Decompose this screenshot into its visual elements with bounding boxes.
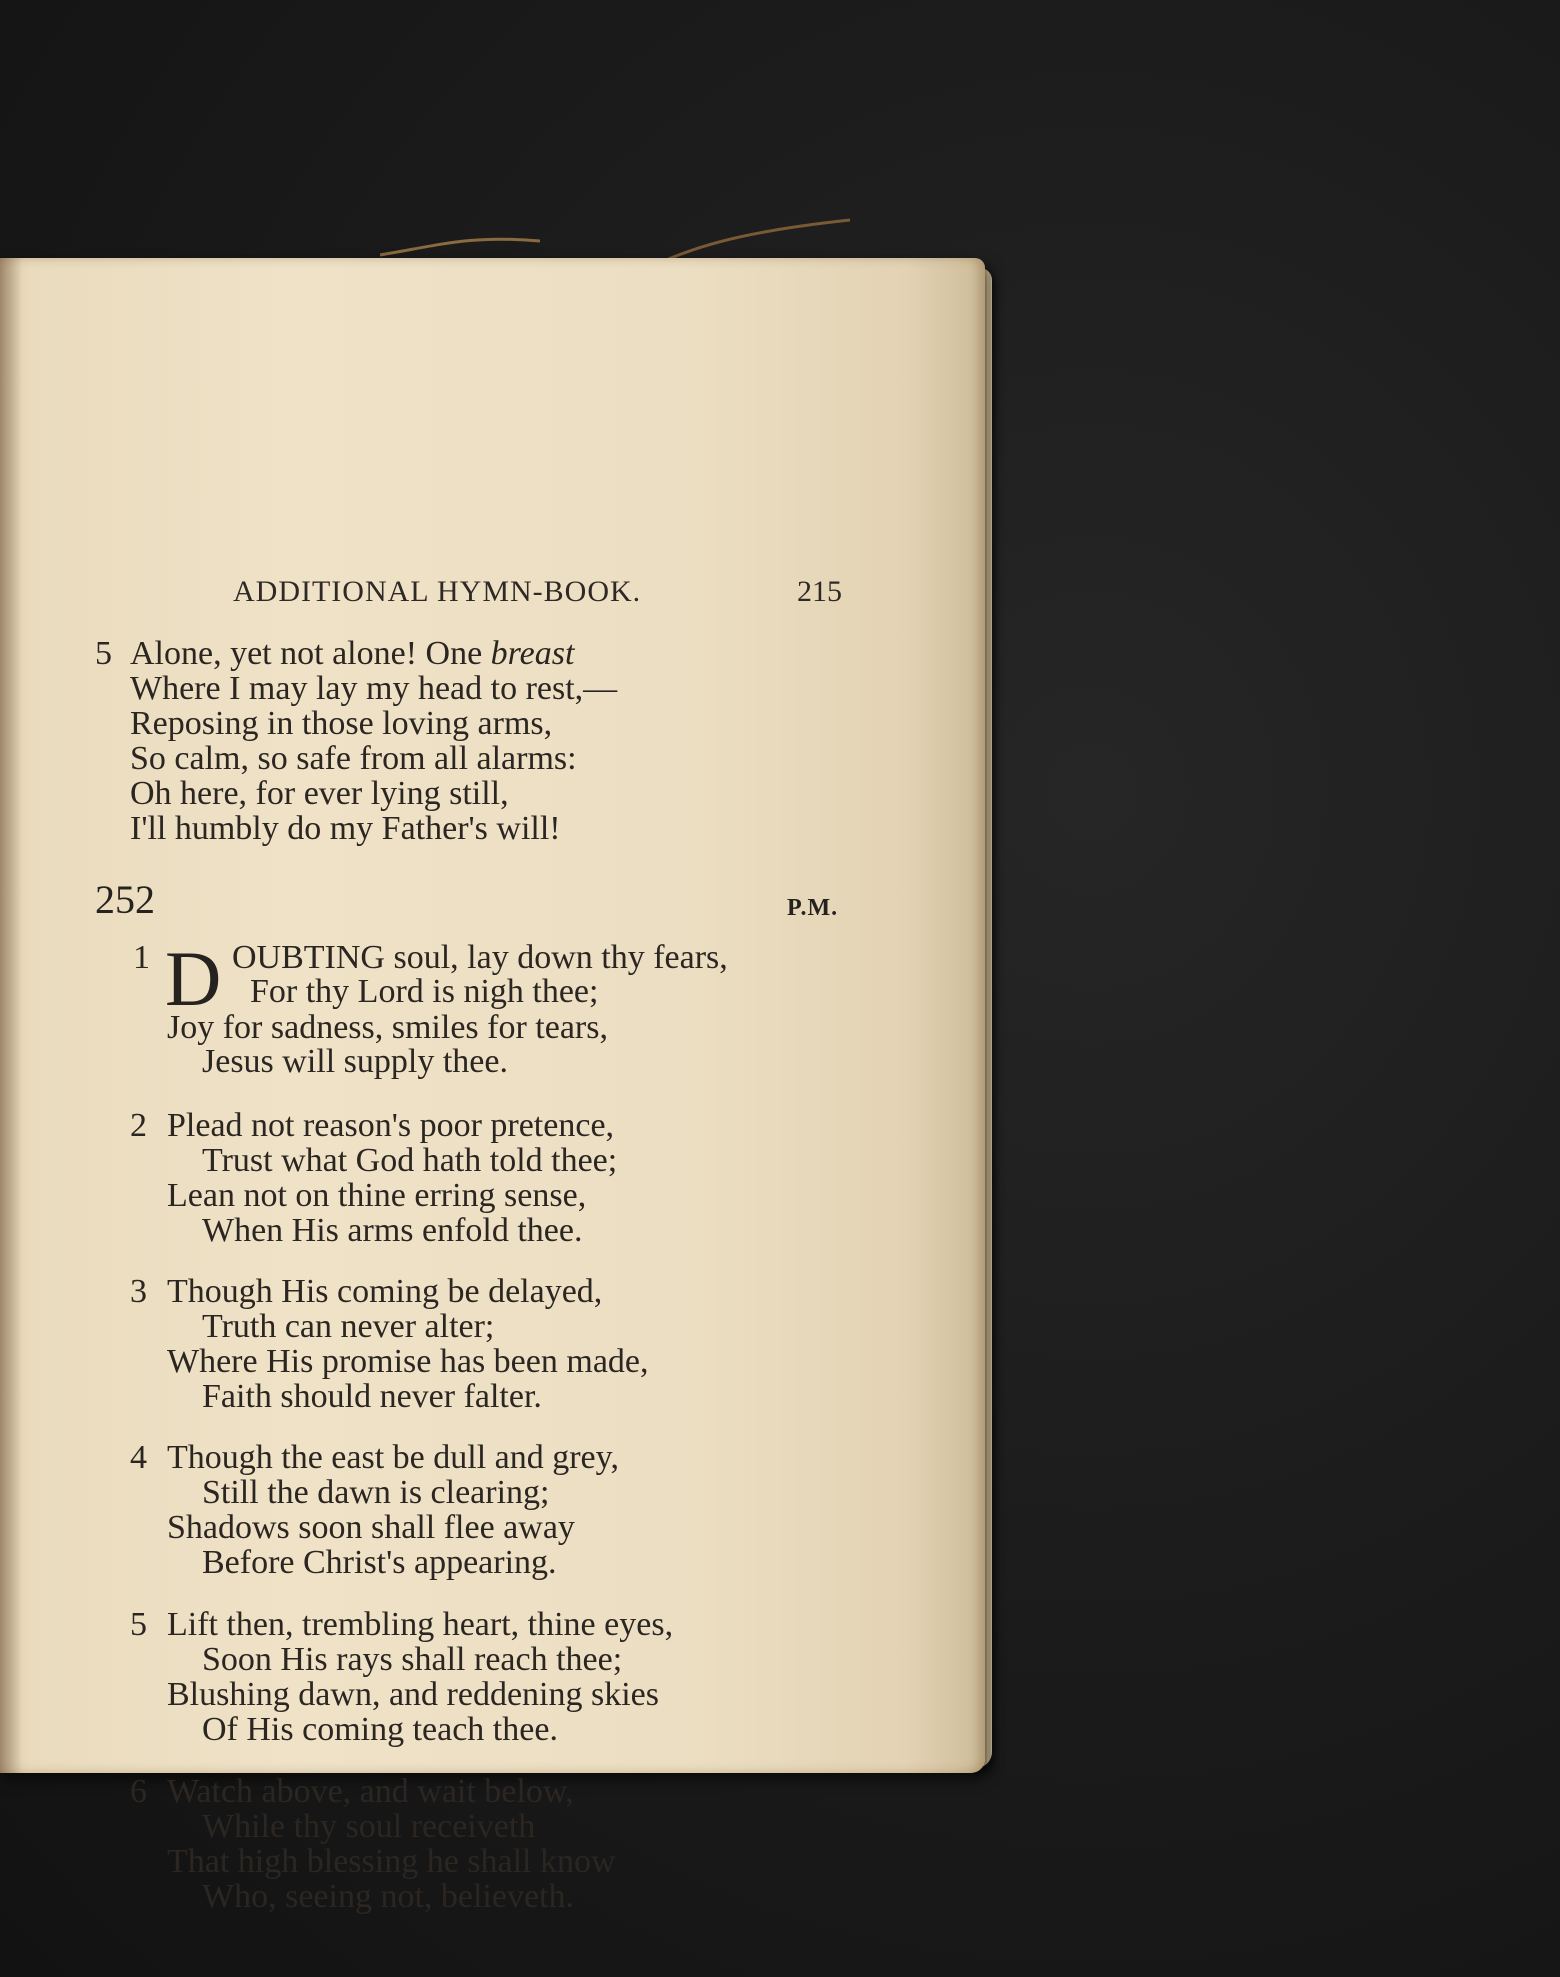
verse-line: Plead not reason's poor pretence,: [167, 1107, 615, 1144]
verse-line: Still the dawn is clearing;: [202, 1474, 550, 1511]
verse-line: Trust what God hath told thee;: [202, 1142, 618, 1179]
hymn-meter: P.M.: [787, 895, 839, 921]
page-number: 215: [797, 575, 842, 608]
verse-line: For thy Lord is nigh thee;: [250, 973, 599, 1010]
italic-word: breast: [490, 635, 575, 672]
verse-number: 1: [133, 939, 150, 976]
verse-line: Where His promise has been made,: [167, 1343, 649, 1380]
verse-number: 6: [130, 1773, 147, 1810]
verse-line: OUBTING soul, lay down thy fears,: [232, 939, 728, 976]
verse-line: Though His coming be delayed,: [167, 1273, 603, 1310]
verse-line: Before Christ's appearing.: [202, 1544, 557, 1581]
verse-line: That high blessing he shall know: [167, 1843, 616, 1880]
verse-line: Jesus will supply thee.: [202, 1043, 508, 1080]
verse-line: Lean not on thine erring sense,: [167, 1177, 587, 1214]
verse-line: Blushing dawn, and reddening skies: [167, 1676, 659, 1713]
verse-line: Though the east be dull and grey,: [167, 1439, 619, 1476]
verse-line: Shadows soon shall flee away: [167, 1509, 575, 1546]
verse-number: 5: [130, 1606, 147, 1643]
verse-number: 3: [130, 1273, 147, 1310]
verse-line: Joy for sadness, smiles for tears,: [167, 1009, 608, 1046]
verse-line: Where I may lay my head to rest,—: [130, 670, 618, 707]
verse-line: Reposing in those loving arms,: [130, 705, 553, 742]
verse-line: While thy soul receiveth: [202, 1808, 536, 1845]
book-page: [0, 258, 985, 1915]
verse-line: I'll humbly do my Father's will!: [130, 810, 561, 847]
verse-line: Soon His rays shall reach thee;: [202, 1641, 623, 1678]
spine-shadow: [0, 258, 22, 1773]
verse-number: 2: [130, 1107, 147, 1144]
hymn-number: 252: [95, 877, 155, 922]
running-title: ADDITIONAL HYMN-BOOK.: [233, 575, 642, 608]
verse-line: Alone, yet not alone! One breast: [130, 635, 575, 672]
verse-line: Truth can never alter;: [202, 1308, 495, 1345]
verse-line: Faith should never falter.: [202, 1378, 542, 1415]
verse-line: Of His coming teach thee.: [202, 1711, 558, 1748]
verse-number: 4: [130, 1439, 147, 1476]
drop-cap: D: [165, 935, 222, 1022]
verse-line: Oh here, for ever lying still,: [130, 775, 509, 812]
verse-line: When His arms enfold thee.: [202, 1212, 583, 1249]
verse-line: So calm, so safe from all alarms:: [130, 740, 577, 777]
verse-line: Lift then, trembling heart, thine eyes,: [167, 1606, 674, 1643]
verse-number: 5: [95, 635, 112, 672]
verse-line: Who, seeing not, believeth.: [202, 1878, 575, 1915]
verse-line: Watch above, and wait below,: [167, 1773, 574, 1810]
